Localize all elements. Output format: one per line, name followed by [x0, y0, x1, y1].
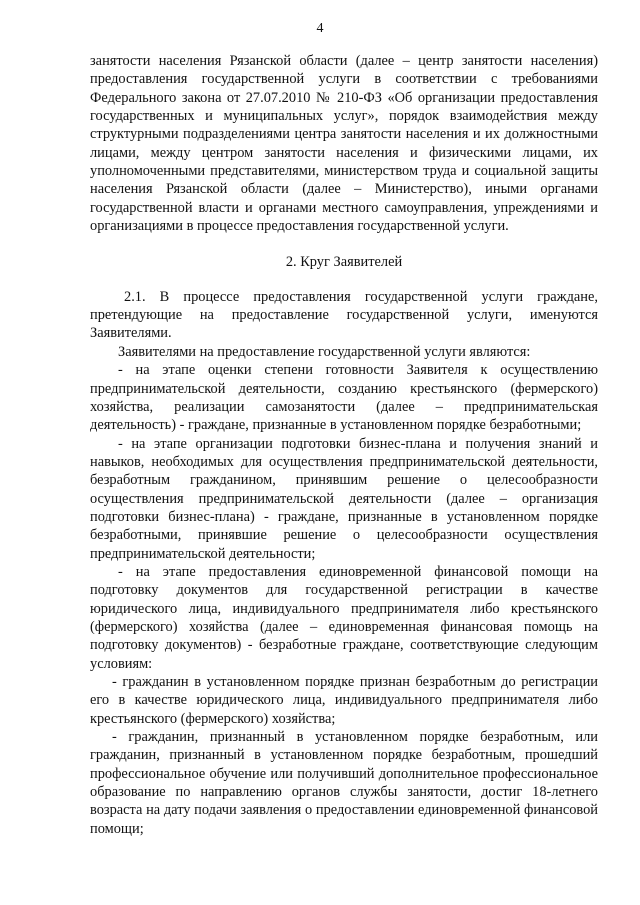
- list-item-business-plan: - на этапе организации подготовки бизнес-плана и получения знаний и навыков, необходимых для осуществления предпринимательской деятельности, безработным гражданином, принявшим решение о целесообразности осуществления предпринимательской деятельности (далее – организация подготовки бизнес-плана) - граждане, признанные в установленном порядке безработными, принявшие решение о целесообразности осуществления предпринимательской деятельности;: [90, 435, 598, 562]
- list-item-readiness-assessment: - на этапе оценки степени готовности Заявителя к осуществлению предпринимательской деятельности, созданию крестьянского (фермерского) хозяйства, реализации самозанятости (далее – предпринимательская деятельность) - граждане, признанные в установленном порядке безработными;: [90, 362, 598, 434]
- condition-item-age: - гражданин, признанный в установленном порядке безработным, или гражданин, признанный в установленном порядке безработным, прошедший профессиональное обучение или получивший дополнительное профессиональное образование по направлению органов службы занятости, достиг 18-летнего возраста на дату подачи заявления о предоставлении единовременной финансовой помощи;: [90, 729, 598, 837]
- paragraph-applicants-intro: Заявителями на предоставление государственной услуги являются:: [118, 343, 531, 360]
- document-body: [90, 52, 598, 838]
- section-heading: 2. Круг Заявителей: [285, 254, 403, 271]
- condition-item-registration: - гражданин в установленном порядке признан безработным до регистрации его в качестве юридического лица, индивидуального предпринимателя либо крестьянского (фермерского) хозяйства;: [90, 674, 598, 727]
- page-number: 4: [316, 21, 324, 36]
- list-item-financial-aid: - на этапе предоставления единовременной финансовой помощи на подготовку документов для государственной регистрации в качестве юридического лица, индивидуального предпринимателя либо крестьянского (фермерского) хозяйства (далее – единовременная финансовая помощь на подготовку документов) - безработные граждане, соответствующие следующим условиям:: [90, 563, 598, 672]
- intro-paragraph: занятости населения Рязанской области (далее – центр занятости населения) предоставления государственной услуги в соответствии с требованиями Федерального закона от 27.07.2010 № 210-ФЗ «Об организации предоставления государственных и муниципальных услуг», порядок взаимодействия между структурными подразделениями центра занятости населения и их должностными лицами, между центром занятости населения и физическими лицами, их уполномоченными представителями, министерством труда и социальной защиты населения Рязанской области (далее – Министерство), иными органами государственной власти и органами местного самоуправления, упреждениями и организациями в процессе предоставления государственной услуги.: [90, 53, 598, 235]
- paragraph-2-1: 2.1. В процессе предоставления государственной услуги граждане, претендующие на предоставление государственной услуги, именуются Заявителями.: [90, 288, 598, 342]
